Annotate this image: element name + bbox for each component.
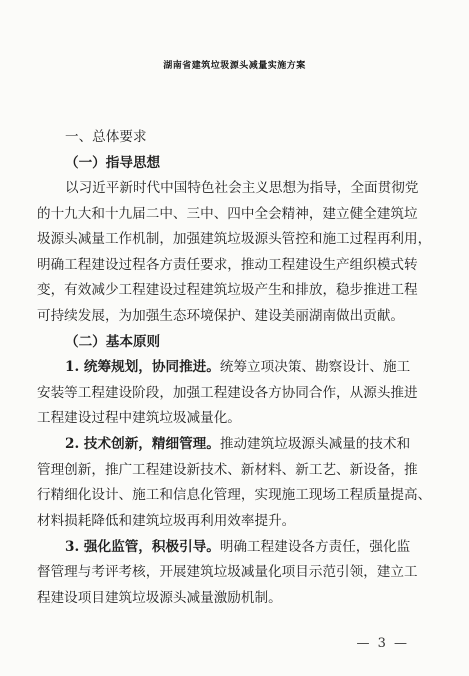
paragraph-line: 的十九大和十九届二中、三中、四中全会精神，建立健全建筑垃 (37, 206, 418, 222)
principle-2-text: 推动建筑垃圾源头减量的技术和 (219, 436, 411, 452)
principle-2-lead: 2. 技术创新，精细管理。 (65, 436, 220, 452)
subsection-heading-guiding: （一）指导思想 (65, 155, 161, 171)
paragraph-line: 管理创新，推广工程建设新技术、新材料、新工艺、新设备，推 (37, 462, 418, 478)
document-title: 湖南省建筑垃圾源头减量实施方案 (163, 61, 306, 71)
paragraph-line: 工程建设过程中建筑垃圾减量化。 (37, 410, 241, 426)
principle-3-first-line (65, 538, 410, 556)
paragraph-line: 行精细化设计、施工和信息化管理，实现施工现场工程质量提高、 (37, 487, 432, 503)
paragraph-line: 督管理与考评考核，开展建筑垃圾减量化项目示范引领，建立工 (37, 564, 418, 580)
page-number: — 3 — (356, 636, 409, 651)
principle-3-text: 明确工程建设各方责任，强化监 (219, 539, 411, 555)
paragraph-line: 安装等工程建设阶段，加强工程建设各方协同合作，从源头推进 (37, 385, 418, 401)
paragraph-line: 圾源头减量工作机制，加强建筑垃圾源头管控和施工过程再利用， (37, 231, 432, 247)
paragraph-line: 变，有效减少工程建设过程建筑垃圾产生和排放，稳步推进工程 (37, 282, 418, 298)
principle-1-first-line (65, 358, 410, 376)
principle-3-lead: 3. 强化监管，积极引导。 (65, 539, 220, 555)
principle-1-lead: 1. 统筹规划，协同推进。 (65, 359, 220, 375)
principle-1-text: 统筹立项决策、勘察设计、施工 (219, 359, 411, 375)
paragraph-line: 材料损耗降低和建筑垃圾再利用效率提升。 (37, 513, 296, 529)
paragraph-line: 明确工程建设过程各方责任要求，推动工程建设生产组织模式转 (37, 257, 418, 273)
paragraph-line: 程建设项目建筑垃圾源头减量激励机制。 (37, 590, 282, 606)
section-heading: 一、总体要求 (65, 129, 147, 145)
paragraph-line: 以习近平新时代中国特色社会主义思想为指导，全面贯彻党 (65, 180, 419, 196)
subsection-heading-principles: （二）基本原则 (65, 334, 161, 350)
paragraph-line: 可持续发展，为加强生态环境保护、建设美丽湖南做出贡献。 (37, 308, 405, 324)
principle-2-first-line (65, 435, 410, 453)
